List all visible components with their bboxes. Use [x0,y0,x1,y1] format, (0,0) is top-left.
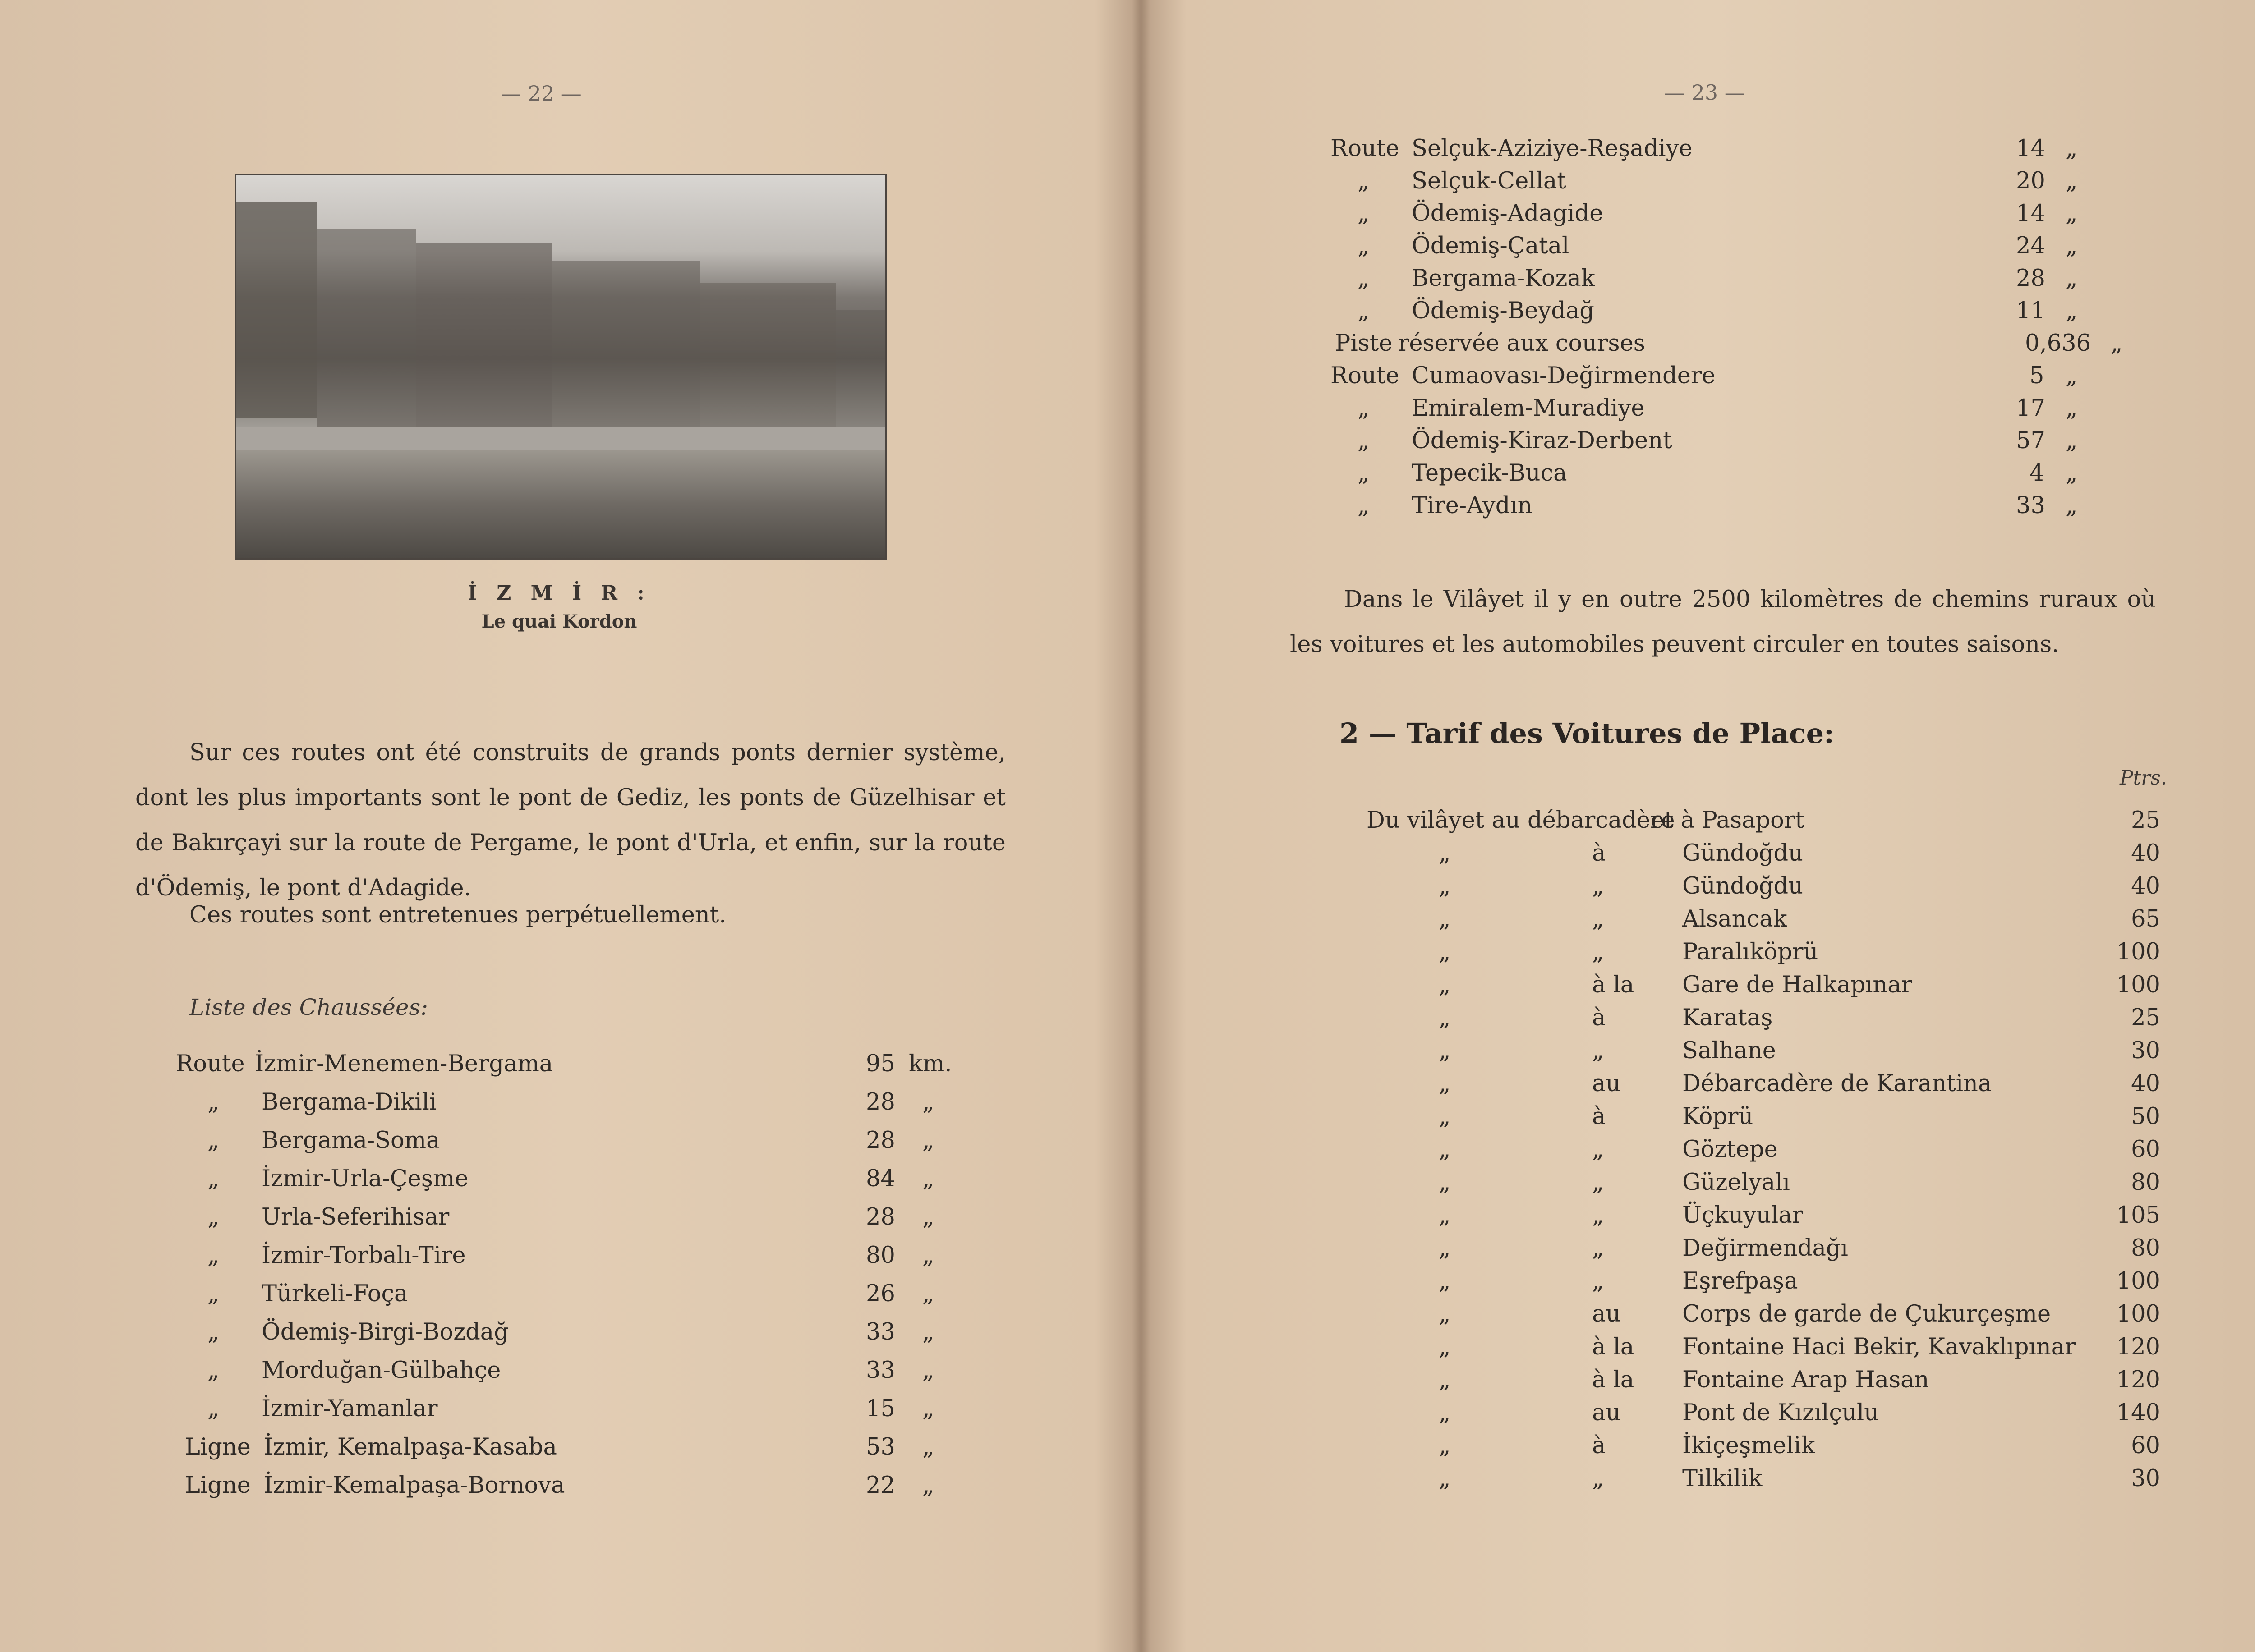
road-unit: „ [2111,330,2123,357]
road-length: 4 [2030,460,2044,486]
road-name: Bergama-Dikili [262,1089,437,1115]
road-unit: „ [922,1089,934,1115]
tariff-destination: Salhane [1682,1037,1776,1064]
tariff-destination: Gündoğdu [1682,840,1803,867]
road-name: Ödemiş-Beydağ [1412,298,1594,324]
tariff-price: 65 [2131,906,2160,932]
tariff-price: 25 [2131,807,2160,834]
tariff-preposition: „ [1592,1202,1604,1229]
tariff-origin: „ [1439,1301,1451,1327]
road-length: 14 [2016,200,2045,227]
road-unit: „ [922,1166,934,1192]
road-name: Ödemiş-Çatal [1412,233,1569,259]
road-name: Bergama-Soma [262,1127,440,1154]
road-prefix: Piste [1335,330,1393,357]
road-prefix: „ [1358,298,1370,324]
tariff-price: 100 [2116,1268,2160,1294]
tariff-preposition: à la [1592,1367,1634,1393]
road-length: 22 [866,1472,895,1499]
road-unit: „ [2066,427,2078,454]
road-length: 15 [866,1395,895,1422]
road-prefix: „ [1358,395,1370,422]
tariff-price: 120 [2116,1334,2160,1360]
ptrs-column-header: Ptrs. [2120,766,2167,789]
tariff-price: 60 [2131,1432,2160,1459]
road-prefix: Route [1330,135,1399,162]
road-unit: „ [922,1395,934,1422]
tariff-destination: Güzelyalı [1682,1169,1790,1196]
road-name: İzmir-Menemen-Bergama [255,1051,553,1077]
road-length: 24 [2016,233,2045,259]
road-prefix: „ [1358,460,1370,486]
road-length: 57 [2016,427,2045,454]
tariff-destination: Tilkilik [1682,1465,1763,1492]
road-name: Tepecik-Buca [1412,460,1567,486]
road-unit: „ [2066,200,2078,227]
road-name: Ödemiş-Birgi-Bozdağ [262,1319,509,1345]
tariff-destination: Göztepe [1682,1136,1778,1163]
tariff-preposition: à [1592,1432,1606,1459]
road-length: 28 [866,1127,895,1154]
road-prefix: „ [207,1319,220,1345]
tariff-preposition: „ [1592,1169,1604,1196]
road-unit: „ [2066,233,2078,259]
tariff-origin: „ [1439,1235,1451,1262]
tariff-destination: İkiçeşmelik [1682,1432,1815,1459]
tariff-origin: „ [1439,840,1451,867]
road-prefix: Ligne [185,1472,251,1499]
road-prefix: Route [1330,363,1399,389]
photo-caption-city: İ Z M İ R : [468,582,651,605]
tariff-destination: Karataş [1682,1005,1773,1031]
tariff-destination: Corps de garde de Çukurçeşme [1682,1301,2051,1327]
road-unit: „ [922,1204,934,1230]
road-prefix: Route [176,1051,245,1077]
tariff-preposition: „ [1592,1235,1604,1262]
tariff-origin: „ [1439,972,1451,998]
road-name: Cumaovası-Değirmendere [1412,363,1716,389]
road-length: 0,636 [2025,330,2091,357]
tariff-price: 80 [2131,1235,2160,1262]
tariff-preposition: à la [1592,972,1634,998]
tariff-price: 40 [2131,840,2160,867]
road-length: 33 [866,1319,895,1345]
rural-roads-paragraph: Dans le Vilâyet il y en outre 2500 kilomètres de chemins ruraux où les voitures et les automobiles peuvent circuler en toutes saisons. [1290,586,2156,658]
road-length: 5 [2030,363,2044,389]
maintenance-paragraph: Ces routes sont entretenues perpétuellement. [189,902,727,928]
road-length: 14 [2016,135,2045,162]
road-length: 17 [2016,395,2045,422]
page-number-left: — 22 — [501,81,582,106]
road-name: İzmir-Torbalı-Tire [262,1242,466,1269]
roads-list-title: Liste des Chaussées: [189,994,428,1020]
road-prefix: „ [207,1127,220,1154]
road-unit: „ [2066,492,2078,519]
road-name: İzmir-Kemalpaşa-Bornova [264,1472,565,1499]
tariff-preposition: à [1592,1005,1606,1031]
road-length: 53 [866,1434,895,1460]
road-unit: „ [922,1319,934,1345]
tariff-preposition: à la [1592,1334,1634,1360]
tariff-origin: Du vilâyet au débarcadère [1367,807,1675,834]
tariff-preposition: „ [1592,1465,1604,1492]
tariff-destination: Paralıköprü [1682,939,1818,965]
page-number-right: — 23 — [1664,80,1745,105]
road-name: Bergama-Kozak [1412,265,1595,292]
tariff-heading: 2 — Tarif des Voitures de Place: [1339,717,1834,750]
road-prefix: „ [1358,265,1370,292]
road-prefix: Ligne [185,1434,251,1460]
road-name: Ödemiş-Adagide [1412,200,1603,227]
tariff-origin: „ [1439,1005,1451,1031]
tariff-price: 50 [2131,1103,2160,1130]
tariff-destination: Fontaine Arap Hasan [1682,1367,1929,1393]
road-unit: „ [922,1242,934,1269]
tariff-price: 100 [2116,1301,2160,1327]
tariff-origin: „ [1439,1268,1451,1294]
road-length: 33 [866,1357,895,1384]
road-name: Tire-Aydın [1412,492,1532,519]
tariff-origin: „ [1439,1367,1451,1393]
tariff-preposition: au [1592,1301,1621,1327]
road-unit: „ [2066,265,2078,292]
tariff-preposition: à [1592,1103,1606,1130]
road-length: 28 [866,1089,895,1115]
tariff-preposition: „ [1592,1136,1604,1163]
road-prefix: „ [1358,492,1370,519]
tariff-origin: „ [1439,1465,1451,1492]
road-length: 95 [866,1051,895,1077]
road-unit: „ [2066,135,2078,162]
tariff-origin: „ [1439,1136,1451,1163]
tariff-origin: „ [1439,1432,1451,1459]
bridges-paragraph: Sur ces routes ont été construits de grands ponts dernier système, dont les plus importants sont le pont de Gediz, les ponts de Güzelhisar et de Bakırçayi sur la route de Pergame, le pont d'Urla, et enfin, sur la route d'Ödemiş, le pont d'Adagide. [135,739,1006,901]
road-unit: „ [2066,460,2078,486]
tariff-preposition: au [1592,1400,1621,1426]
book-gutter [1132,0,1150,1652]
tariff-preposition: à [1592,840,1606,867]
road-prefix: „ [207,1395,220,1422]
tariff-destination: Alsancak [1682,906,1787,932]
tariff-origin: „ [1439,906,1451,932]
road-length: 28 [2016,265,2045,292]
photo-caption-subtitle: Le quai Kordon [481,611,637,632]
tariff-destination: Débarcadère de Karantina [1682,1070,1992,1097]
tariff-destination: Fontaine Haci Bekir, Kavaklıpınar [1682,1334,2076,1360]
tariff-preposition: „ [1592,906,1604,932]
tariff-price: 25 [2131,1005,2160,1031]
road-unit: km. [909,1051,952,1077]
tariff-origin: „ [1439,1334,1451,1360]
road-unit: „ [922,1280,934,1307]
road-unit: „ [922,1357,934,1384]
road-name: İzmir, Kemalpaşa-Kasaba [264,1434,557,1460]
road-prefix: „ [207,1089,220,1115]
tariff-destination: Üçkuyular [1682,1202,1804,1229]
road-prefix: „ [1358,427,1370,454]
road-prefix: „ [207,1357,220,1384]
road-name: Selçuk-Aziziye-Reşadiye [1412,135,1693,162]
tariff-origin: „ [1439,873,1451,899]
tariff-preposition: „ [1592,1268,1604,1294]
tariff-origin: „ [1439,1103,1451,1130]
tariff-preposition: „ [1592,873,1604,899]
road-length: 11 [2016,298,2045,324]
road-name: réservée aux courses [1398,330,1645,357]
tariff-destination: Gare de Halkapınar [1682,972,1913,998]
road-name: İzmir-Urla-Çeşme [262,1166,469,1192]
road-prefix: „ [207,1280,220,1307]
road-name: Morduğan-Gülbahçe [262,1357,501,1384]
road-prefix: „ [1358,168,1370,194]
tariff-destination: Gündoğdu [1682,873,1803,899]
road-prefix: „ [207,1242,220,1269]
road-name: Selçuk-Cellat [1412,168,1566,194]
road-unit: „ [2066,395,2078,422]
road-prefix: „ [207,1204,220,1230]
tariff-preposition: „ [1592,939,1604,965]
road-name: Urla-Seferihisar [262,1204,450,1230]
tariff-destination: Pont de Kızılçulu [1682,1400,1879,1426]
tariff-preposition: „ [1592,1037,1604,1064]
tariff-destination: Değirmendağı [1682,1235,1848,1262]
tariff-origin: „ [1439,1202,1451,1229]
tariff-origin: „ [1439,1037,1451,1064]
road-name: Emiralem-Muradiye [1412,395,1645,422]
tariff-price: 40 [2131,1070,2160,1097]
tariff-destination: Köprü [1682,1103,1753,1130]
road-length: 80 [866,1242,895,1269]
tariff-origin: „ [1439,1400,1451,1426]
tariff-origin: „ [1439,1070,1451,1097]
tariff-price: 80 [2131,1169,2160,1196]
tariff-price: 60 [2131,1136,2160,1163]
tariff-origin: „ [1439,939,1451,965]
tariff-preposition: au [1592,1070,1621,1097]
road-length: 28 [866,1204,895,1230]
road-prefix: „ [207,1166,220,1192]
tariff-price: 100 [2116,939,2160,965]
tariff-price: 105 [2116,1202,2160,1229]
road-prefix: „ [1358,233,1370,259]
road-length: 20 [2016,168,2045,194]
road-length: 26 [866,1280,895,1307]
road-unit: „ [922,1127,934,1154]
tariff-destination: Eşrefpaşa [1682,1268,1798,1294]
road-unit: „ [922,1472,934,1499]
tariff-price: 140 [2116,1400,2160,1426]
tariff-price: 30 [2131,1465,2160,1492]
road-length: 33 [2016,492,2045,519]
tariff-destination: et à Pasaport [1651,807,1804,834]
road-name: Türkeli-Foça [262,1280,408,1307]
road-unit: „ [2066,363,2078,389]
road-name: Ödemiş-Kiraz-Derbent [1412,427,1672,454]
road-unit: „ [2066,298,2078,324]
tariff-price: 100 [2116,972,2160,998]
izmir-quay-photo [235,174,887,560]
tariff-price: 120 [2116,1367,2160,1393]
road-name: İzmir-Yamanlar [262,1395,438,1422]
tariff-price: 30 [2131,1037,2160,1064]
road-unit: „ [2066,168,2078,194]
road-prefix: „ [1358,200,1370,227]
tariff-origin: „ [1439,1169,1451,1196]
tariff-price: 40 [2131,873,2160,899]
road-unit: „ [922,1434,934,1460]
road-length: 84 [866,1166,895,1192]
